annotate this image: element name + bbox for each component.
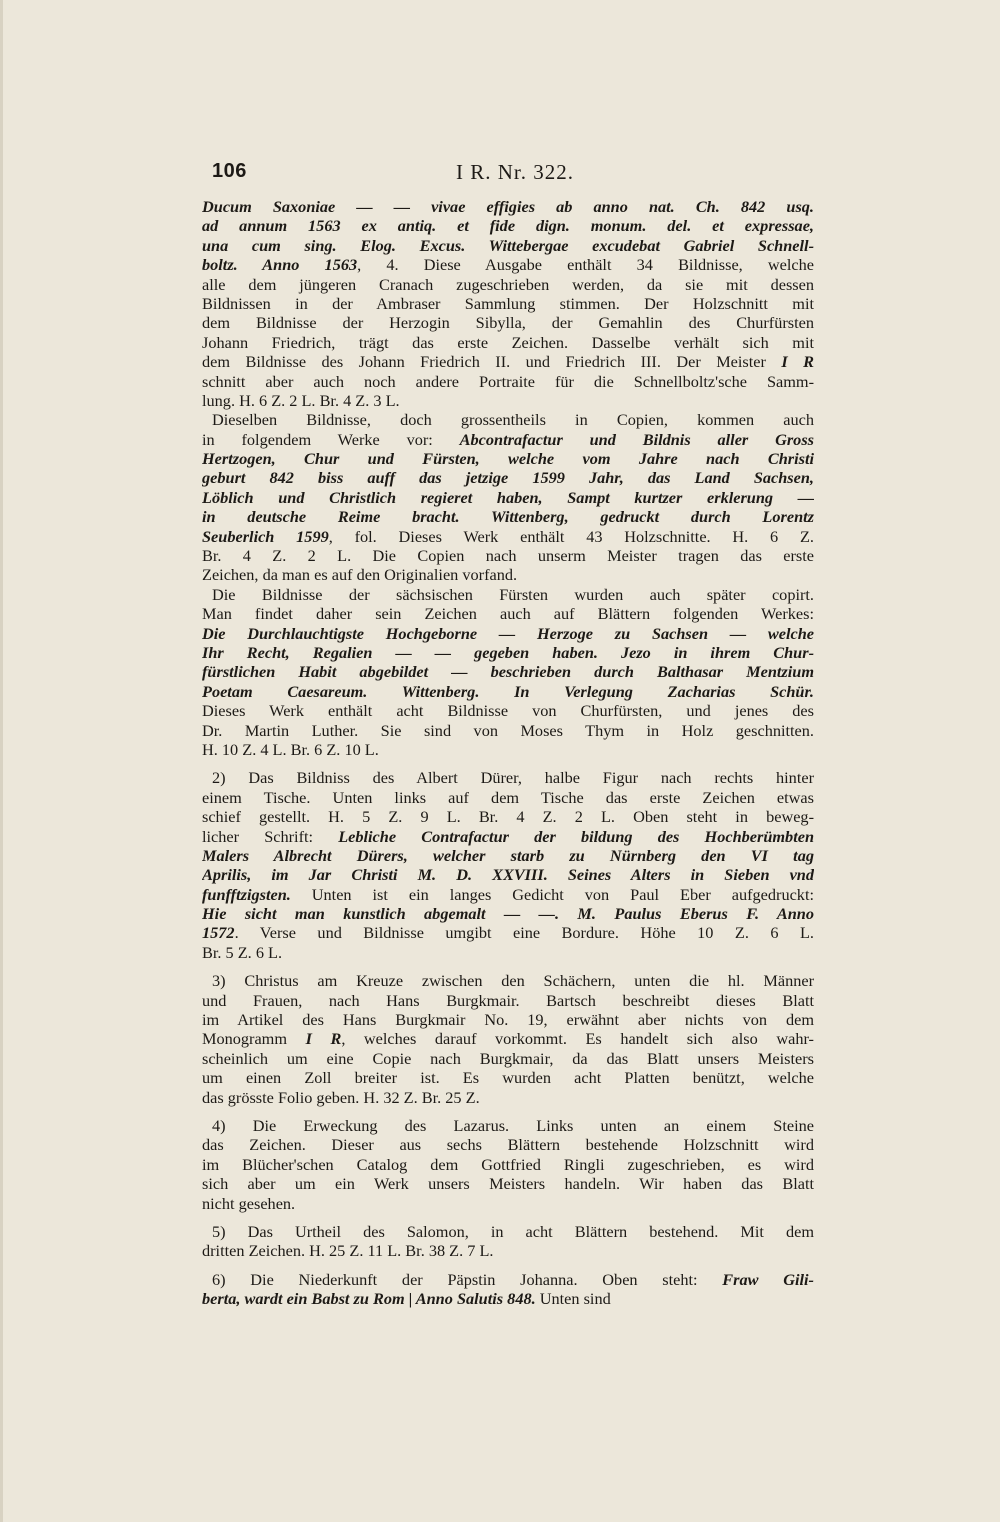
text-line: [202, 643, 814, 662]
text-line: [202, 1155, 814, 1174]
text-run: lung. H. 6 Z. 2 L. Br. 4 Z. 3 L.: [202, 390, 400, 410]
paragraph-gap: [202, 1107, 814, 1116]
text-line: [202, 1289, 814, 1308]
text-line: [202, 1068, 814, 1087]
italic-run: Aprilis, im Jar Christi M. D. XXVIII. Seines Alters in Sieben vnd: [202, 865, 814, 885]
text-line: [202, 255, 814, 274]
text-line: [202, 313, 814, 332]
text-line: [202, 662, 814, 681]
text-line: [202, 768, 814, 787]
text-line: [202, 807, 814, 826]
text-line: [202, 943, 814, 962]
text-run: 5) Das Urtheil des Salomon, in acht Blättern bestehend. Mit dem: [212, 1221, 814, 1241]
text-line: [202, 1222, 814, 1241]
paragraph: [202, 768, 814, 962]
text-line: [202, 827, 814, 846]
text-line: [202, 468, 814, 487]
italic-run: Hie sicht man kunstlich abgemalt — —. M. Paulus Eberus F. Anno: [202, 904, 814, 924]
text-line: [202, 216, 814, 235]
text-run: . Verse und Bildnisse umgibt eine Bordure. Höhe 10 Z. 6 L.: [234, 923, 814, 943]
text-run: das grösste Folio geben. H. 32 Z. Br. 25 Z.: [202, 1087, 480, 1107]
italic-run: 1572: [202, 923, 235, 943]
text-line: [202, 1241, 814, 1260]
italic-run: una cum sing. Elog. Excus. Wittebergae excudebat Gabriel Schnell-: [202, 235, 814, 255]
text-run: einem Tische. Unten links auf dem Tische das erste Zeichen etwas: [202, 787, 814, 807]
text-run: Dieselben Bildnisse, doch grossentheils in Copien, kommen auch: [212, 410, 814, 430]
italic-run: in deutsche Reime bracht. Wittenberg, gedruckt durch Lorentz: [202, 507, 814, 527]
text-line: [202, 1270, 814, 1289]
italic-run: funfftzigsten.: [202, 884, 291, 904]
text-line: [202, 701, 814, 720]
italic-run: Fraw Gili-: [722, 1269, 814, 1289]
text-line: [202, 604, 814, 623]
text-run: dritten Zeichen. H. 25 Z. 11 L. Br. 38 Z. 7 L.: [202, 1241, 494, 1261]
text-run: im Artikel des Hans Burgkmair No. 19, erwähnt aber nichts von dem: [202, 1010, 814, 1030]
text-line: [202, 682, 814, 701]
paragraph: [202, 410, 814, 585]
paragraph-gap: [202, 1213, 814, 1222]
text-line: [202, 565, 814, 584]
text-line: [202, 372, 814, 391]
italic-run: Löblich und Christlich regieret haben, Sampt kurtzer erklerung —: [202, 487, 814, 507]
paragraph-gap: [202, 759, 814, 768]
text-line: [202, 865, 814, 884]
paragraph: [202, 585, 814, 760]
paragraph: [202, 197, 814, 410]
text-run: Unten sind: [535, 1289, 611, 1309]
paragraph: [202, 971, 814, 1107]
text-line: [202, 1010, 814, 1029]
text-line: [202, 391, 814, 410]
text-run: Br. 4 Z. 2 L. Die Copien nach unserm Meister tragen das erste: [202, 546, 814, 566]
text-run: dem Bildnisse des Johann Friedrich II. und Friedrich III. Der Meister: [202, 352, 782, 372]
italic-run: Hertzogen, Chur und Fürsten, welche vom Jahre nach Christi: [202, 449, 814, 469]
text-line: [202, 449, 814, 468]
text-run: 2) Das Bildniss des Albert Dürer, halbe Figur nach rechts hinter: [212, 768, 814, 788]
text-line: [202, 352, 814, 371]
text-line: [202, 527, 814, 546]
text-line: [202, 1088, 814, 1107]
text-run: 4) Die Erweckung des Lazarus. Links unten an einem Steine: [212, 1115, 814, 1135]
text-line: [202, 1049, 814, 1068]
italic-run: Lebliche Contrafactur der bildung des Hochberümbten: [338, 826, 814, 846]
text-line: [202, 1029, 814, 1048]
text-line: [202, 1194, 814, 1213]
paragraph: [202, 1116, 814, 1213]
italic-run: Ihr Recht, Regalien — — gegeben haben. Jezo in ihrem Chur-: [202, 642, 814, 662]
text-line: [202, 507, 814, 526]
text-line: [202, 410, 814, 429]
text-run: Dr. Martin Luther. Sie sind von Moses Thym in Holz geschnitten.: [202, 720, 814, 740]
text-line: [202, 846, 814, 865]
paragraph-gap: [202, 1261, 814, 1270]
text-run: schief gestellt. H. 5 Z. 9 L. Br. 4 Z. 2 L. Oben steht in beweg-: [202, 807, 814, 827]
text-line: [202, 740, 814, 759]
text-run: nicht gesehen.: [202, 1193, 296, 1213]
text-line: [202, 1135, 814, 1154]
text-run: H. 10 Z. 4 L. Br. 6 Z. 10 L.: [202, 739, 379, 759]
text-run: dem Bildnisse der Herzogin Sibylla, der Gemahlin des Churfürsten: [202, 313, 814, 333]
italic-run: Abcontrafactur und Bildnis aller Gross: [459, 429, 814, 449]
text-run: im Blücher'schen Catalog dem Gottfried Ringli zugeschrieben, es wird: [202, 1154, 814, 1174]
text-run: Br. 5 Z. 6 L.: [202, 942, 283, 962]
text-run: Zeichen, da man es auf den Originalien vorfand.: [202, 565, 518, 585]
text-run: um einen Zoll breiter ist. Es wurden acht Platten benützt, welche: [202, 1068, 814, 1088]
text-run: Man findet daher sein Zeichen auch auf Blättern folgenden Werkes:: [202, 604, 814, 624]
italic-run: fürstlichen Habit abgebildet — beschrieben durch Balthasar Mentzium: [202, 662, 814, 682]
text-run: , welches darauf vorkommt. Es handelt sich also wahr-: [341, 1029, 814, 1049]
paragraph: [202, 1222, 814, 1261]
text-run: licher Schrift:: [202, 826, 339, 846]
text-line: [202, 885, 814, 904]
italic-run: Malers Albrecht Dürers, welcher starb zu Nürnberg den VI tag: [202, 845, 814, 865]
text-line: [202, 1116, 814, 1135]
text-run: schnitt aber auch noch andere Portraite für die Schnellboltz'sche Samm-: [202, 371, 814, 391]
text-run: und Frauen, nach Hans Burgkmair. Bartsch beschreibt dieses Blatt: [202, 990, 814, 1010]
italic-run: I R: [781, 352, 814, 372]
text-line: [202, 197, 814, 216]
italic-run: geburt 842 biss auff das jetzige 1599 Jahr, das Land Sachsen,: [202, 468, 814, 488]
italic-run: boltz. Anno 1563: [202, 255, 358, 275]
italic-run: Ducum Saxoniae — — vivae effigies ab anno nat. Ch. 842 usq.: [202, 197, 814, 216]
text-line: [202, 275, 814, 294]
text-line: [202, 1174, 814, 1193]
italic-run: berta, wardt ein Babst zu Rom | Anno Salutis 848.: [202, 1289, 536, 1309]
italic-run: I R: [305, 1029, 342, 1049]
text-run: Unten ist ein langes Gedicht von Paul Eber aufgedruckt:: [290, 884, 814, 904]
text-line: [202, 991, 814, 1010]
text-line: [202, 624, 814, 643]
text-line: [202, 333, 814, 352]
page-header: [212, 160, 812, 186]
text-line: [202, 788, 814, 807]
text-run: 6) Die Niederkunft der Päpstin Johanna. Oben steht:: [212, 1269, 723, 1289]
text-line: [202, 546, 814, 565]
text-line: [202, 294, 814, 313]
text-run: , fol. Dieses Werk enthält 43 Holzschnitte. H. 6 Z.: [328, 526, 814, 546]
text-run: Monogramm: [202, 1029, 306, 1049]
text-run: scheinlich um eine Copie nach Burgkmair, da das Blatt unsers Meisters: [202, 1048, 814, 1068]
text-line: [202, 488, 814, 507]
paragraph: [202, 1270, 814, 1309]
text-line: [202, 971, 814, 990]
text-run: alle dem jüngeren Cranach zugeschrieben werden, da sie mit dessen: [202, 274, 814, 294]
italic-run: Poetam Caesareum. Wittenberg. In Verlegung Zacharias Schür.: [202, 681, 814, 701]
body-text: [202, 197, 814, 1308]
text-run: sich aber um ein Werk unsers Meisters handeln. Wir haben das Blatt: [202, 1174, 814, 1194]
text-line: [202, 236, 814, 255]
text-run: Johann Friedrich, trägt das erste Zeichen. Dasselbe verhält sich mit: [202, 332, 814, 352]
page-number: 106: [212, 160, 247, 182]
text-run: , 4. Diese Ausgabe enthält 34 Bildnisse, welche: [357, 255, 814, 275]
text-line: [202, 904, 814, 923]
text-line: [202, 430, 814, 449]
italic-run: Die Durchlauchtigste Hochgeborne — Herzoge zu Sachsen — welche: [202, 623, 814, 643]
italic-run: ad annum 1563 ex antiq. et fide dign. monum. del. et expressae,: [202, 216, 814, 236]
text-run: das Zeichen. Dieser aus sechs Blättern bestehende Holzschnitt wird: [202, 1135, 814, 1155]
running-head: I R. Nr. 322.: [456, 160, 574, 184]
text-run: in folgendem Werke vor:: [202, 429, 460, 449]
text-line: [202, 923, 814, 942]
text-run: 3) Christus am Kreuze zwischen den Schächern, unten die hl. Männer: [212, 971, 814, 991]
italic-run: Seuberlich 1599: [202, 526, 329, 546]
text-line: [202, 585, 814, 604]
text-line: [202, 721, 814, 740]
text-run: Bildnissen in der Ambraser Sammlung stimmen. Der Holzschnitt mit: [202, 293, 814, 313]
paragraph-gap: [202, 962, 814, 971]
text-run: Dieses Werk enthält acht Bildnisse von Churfürsten, und jenes des: [202, 701, 814, 721]
text-run: Die Bildnisse der sächsischen Fürsten wurden auch später copirt.: [212, 584, 814, 604]
